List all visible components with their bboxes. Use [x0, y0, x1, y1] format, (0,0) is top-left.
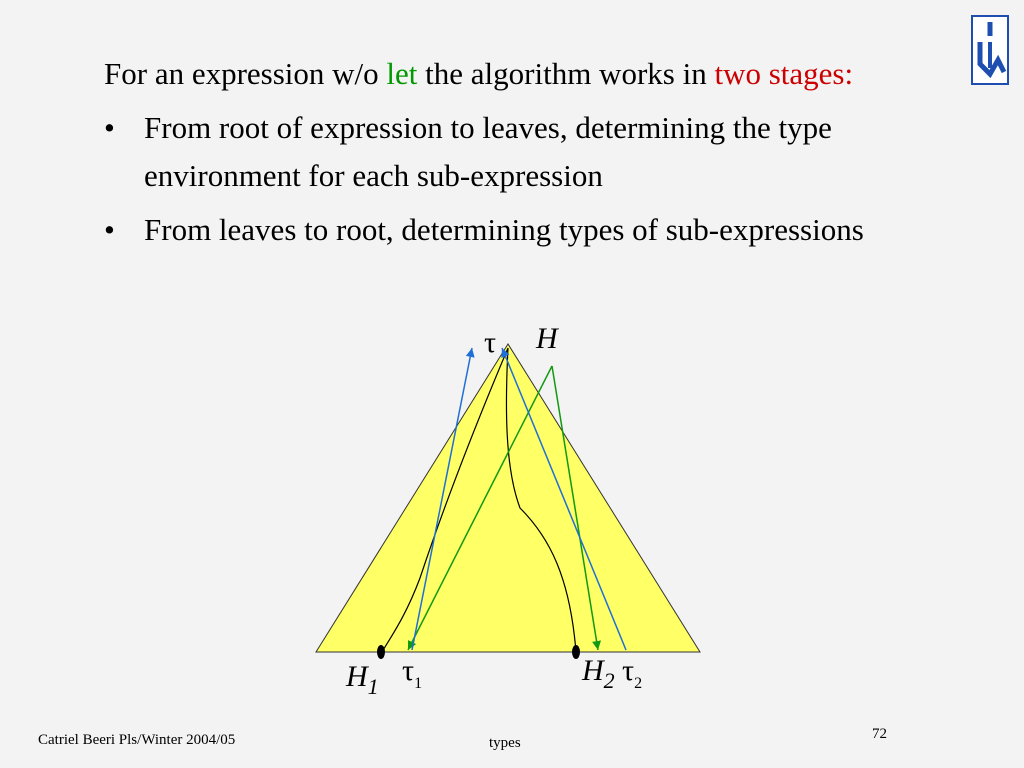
intro-text-2: the algorithm works in [417, 56, 715, 91]
bullet-item-1 [104, 104, 964, 200]
keyword-stages: stages: [768, 56, 854, 91]
root-type-label: τ [484, 326, 497, 359]
bullet-marker: • [104, 212, 115, 247]
right-type-label: $\tau_2$ [622, 654, 643, 692]
keyword-let: let [386, 56, 418, 91]
intro-text-1: For an expression w/o [104, 56, 387, 91]
bullet-item-2 [104, 206, 964, 254]
bullet-marker: • [104, 110, 115, 145]
right-env-label: $H_2$ [582, 654, 615, 693]
keyword-two: two [714, 56, 761, 91]
expression-tree-triangle [316, 344, 700, 652]
type-inference-tree-diagram [300, 318, 720, 708]
footer-author: Catriel Beeri Pls/Winter 2004/05 [38, 732, 236, 748]
right-leaf-dot [572, 645, 580, 659]
footer-topic: types [489, 735, 521, 751]
university-logo-icon [968, 12, 1012, 88]
left-env-label: $H_1$ [346, 660, 379, 699]
left-type-label: $\tau_1$ [402, 654, 423, 692]
slide-body [104, 50, 964, 254]
bullet-text: From leaves to root, determining types of sub-expressions [144, 212, 864, 247]
root-env-label: H [536, 322, 558, 355]
bullet-text: From root of expression to leaves, determining the type environment for each sub-expression [144, 110, 832, 193]
left-leaf-dot [377, 645, 385, 659]
slide-number: 72 [872, 726, 887, 742]
intro-paragraph [104, 50, 964, 98]
